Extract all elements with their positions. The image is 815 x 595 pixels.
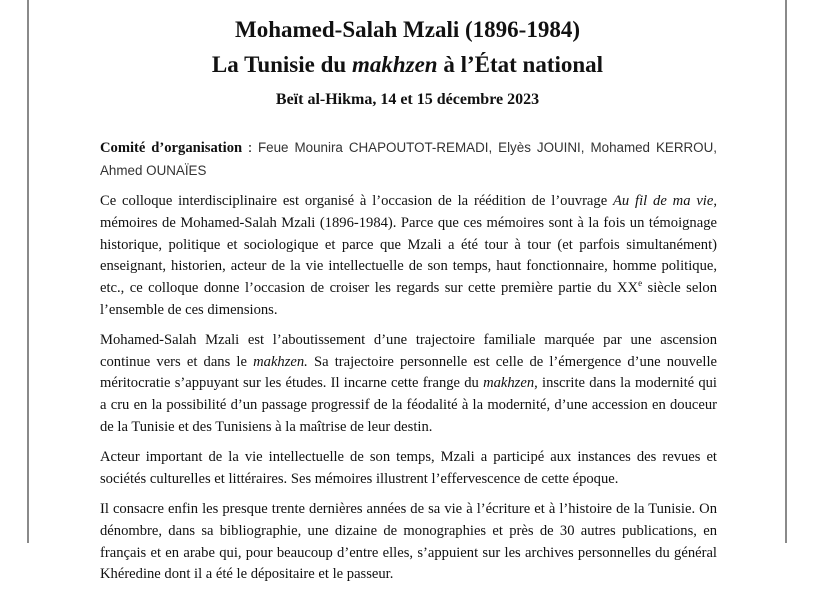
committee-label: Comité d’organisation bbox=[100, 140, 243, 156]
page-left-border bbox=[27, 0, 29, 543]
book-title-italic: Au fil de ma vie bbox=[613, 193, 714, 210]
document-body bbox=[100, 137, 717, 595]
committee-names: Mounira CHAPOUTOT-REMADI, Elyès JOUINI, Mohamed KERROU, Ahmed OUNAÏES bbox=[100, 140, 717, 178]
paragraph-2-part-b: Sa trajectoire personnelle est celle de l’émergence d’une nouvelle méritocratie s’appuyant sur les études. Il incarne cette frange du bbox=[100, 353, 717, 392]
committee-separator: : bbox=[242, 140, 258, 156]
title-line-1: Mohamed-Salah Mzali (1896-1984) bbox=[235, 17, 580, 42]
title-line-2-start: La Tunisie du bbox=[211, 52, 352, 77]
paragraph-1 bbox=[100, 191, 717, 321]
makhzen-italic-2: makhzen bbox=[483, 375, 535, 392]
page-right-border bbox=[785, 0, 787, 543]
event-subtitle: Beït al-Hikma, 14 et 15 décembre 2023 bbox=[275, 91, 540, 108]
century-superscript: e bbox=[638, 278, 643, 289]
paragraph-2-part-c: , inscrite dans la modernité qui a cru en la possibilité d’un passage progressif de la féodalité à la modernité, d’une accession en douceur de la Tunisie et des Tunisiens à la maîtrise de leur destin. bbox=[100, 375, 717, 435]
paragraph-3: Acteur important de la vie intellectuelle de son temps, Mzali a participé aux instances des revues et sociétés culturelles et littéraires. Ses mémoires illustrent l’effervescence de cette époque. bbox=[100, 449, 717, 487]
committee-prefix: Feue bbox=[257, 140, 295, 155]
paragraph-1-part-c: siècle selon l’ensemble de ces dimensions. bbox=[100, 279, 717, 318]
makhzen-italic-1: makhzen. bbox=[253, 353, 308, 370]
committee-paragraph bbox=[100, 137, 717, 182]
paragraph-1-part-a: Ce colloque interdisciplinaire est organisé à l’occasion de la réédition de l’ouvrage bbox=[100, 193, 614, 210]
paragraph-2 bbox=[100, 330, 717, 439]
paragraph-2-part-a: Mohamed-Salah Mzali est l’aboutissement d’une trajectoire familiale marquée par une ascension continue vers et dans le bbox=[100, 332, 717, 370]
paragraph-1-part-b: , mémoires de Mohamed-Salah Mzali (1896-1984). Parce que ces mémoires sont à la fois un témoignage historique, politique et sociologique et parce que Mzali a été tour à tour (et parfois simultanément) enseignant, historien, acteur de la vie intellectuelle de son temps, haut fonctionnaire, homme politique, etc., ce colloque donne l’occasion de croiser les regards sur cette première partie du XX bbox=[100, 193, 717, 296]
title-line-2-end: à l’État national bbox=[437, 52, 604, 77]
paragraph-4: Il consacre enfin les presque trente dernières années de sa vie à l’écriture et à l’histoire de la Tunisie. On dénombre, dans sa bibliographie, une dizaine de monographies et près de 30 autres publications, en français et en arabe qui, pour beaucoup d’entre elles, s’appuient sur les archives personnelles du général Khéredine dont il a été le dépositaire et le passeur. bbox=[100, 501, 717, 583]
title-line-2 bbox=[100, 50, 715, 80]
title-makhzen-italic: makhzen bbox=[351, 52, 438, 77]
